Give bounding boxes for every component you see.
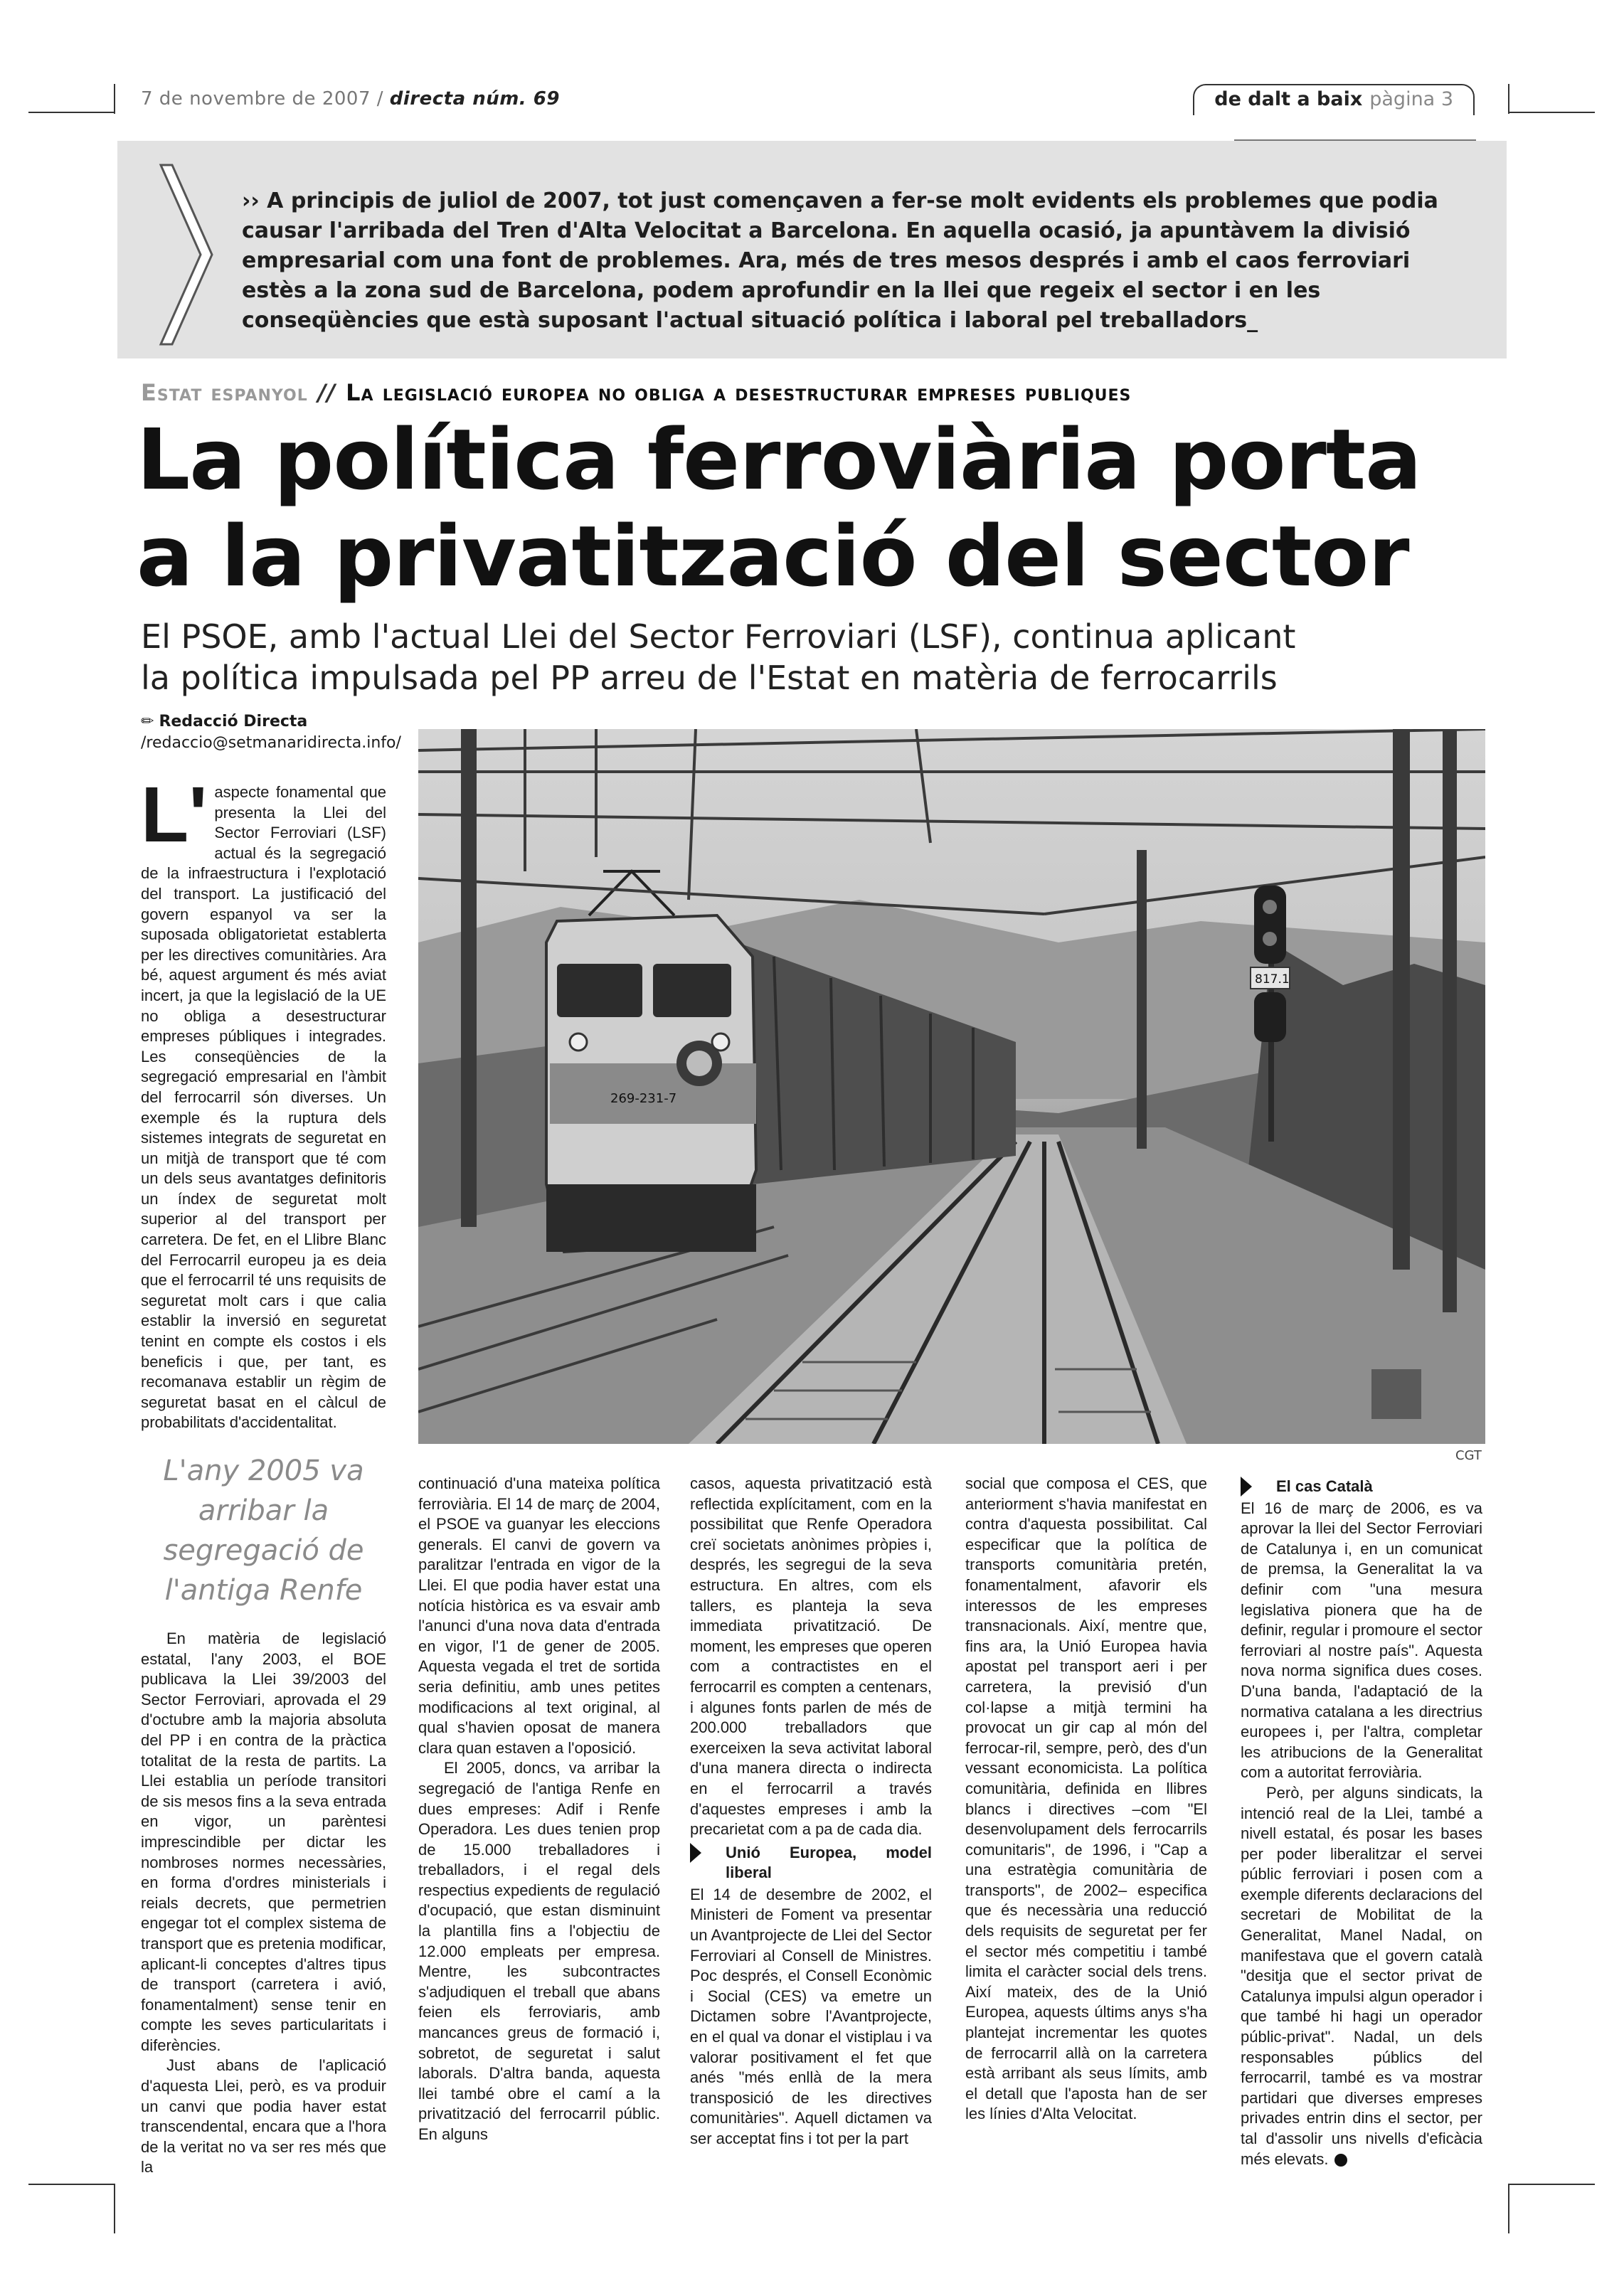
paragraph: casos, aquesta privatització està reflectida explícitament, com en la possibilitat que Renfe Operadora creï societats anònimes pròpies i, després, les segregui de la seva estructura. En altres, com els tallers, es planteja la seva immediata privatització. De moment, les empreses que operen com a contractistes en el ferrocarril es compten a centenars, i algunes fonts parlen de més de 200.000 treballadors que exerceixen la seva activitat laboral d'una manera directa o indirecta en el ferrocarril a través d'aquestes empreses i amb la precarietat com a pa de cada dia. <box>690 1474 932 1839</box>
subheadline-line-2: la política impulsada pel PP arreu de l'Estat en matèria de ferrocarrils <box>141 659 1278 697</box>
chevron-right-icon <box>156 162 213 347</box>
section-name: de dalt a baix <box>1214 88 1363 110</box>
paragraph: El 2005, doncs, va arribar la segregació de l'antiga Renfe en dues empreses: Adif i Renfe Operadora. Les dues tenien prop de 15.000 treballadores i treballadors, i el regal dels respectius expedients de regulació d'ocupació, que estan disminuint la plantilla fins a l'objectiu de 12.000 empleats per empresa. Mentre, les subcontractes s'adjudiquen el treball que abans feien els ferroviaris, amb mancances greus de formació i, sobretot, de seguretat i salut laborals. D'altra banda, aquesta llei també obre el camí a la privatització del ferrocarril públic. En alguns <box>418 1759 660 2143</box>
headline-line-2: a la privatització del sector <box>137 507 1409 605</box>
issue-date: 7 de novembre de 2007 / <box>141 88 384 110</box>
author-email: /redaccio@setmanaridirecta.info/ <box>141 734 401 752</box>
pull-quote: L'any 2005 va arribar la segregació de l'antiga Renfe <box>163 1455 364 1607</box>
lead-paragraph <box>141 771 386 1433</box>
paragraph: continuació d'una mateixa política ferroviària. El 14 de març de 2004, el PSOE va guanyar les eleccions generals. El canvi de govern va paralitzar l'entrada en vigor de la Llei. El que podia haver estat una notícia històrica es va esvair amb l'anunci d'una nova data d'entrada en vigor, l'1 de gener de 2005. Aquesta vegada el tret de sortida seria definitiu, amb unes petites modificacions al text original, al qual s'havien oposat de manera clara quan estaven a l'oposició. <box>418 1474 660 1757</box>
lead-text: aspecte fonamental que presenta la Llei del Sector Ferroviari (LSF) actual és la segregació de la infraestructura i l'explotació del transport. La justificació del govern espanyol va ser la suposada obligatorietat establerta per les directives comunitàries. Ara bé, aquest argument és més aviat incert, ja que la legislació de la UE no obliga a desestructurar empreses públiques i integrades. Les conseqüències de la segregació empresarial en l'àmbit del ferrocarril són diverses. Un exemple és la ruptura dels sistemes integrats de seguretat en un mitjà de transport que té com un dels seus avantatges definitoris un índex de seguretat molt superior al del transport per carretera. De fet, en el Llibre Blanc del Ferrocarril europeu ja es deia que el ferrocarril té uns requisits de seguretat molt cars i que calia establir la inversió en seguretat tenint en compte els costos i els beneficis i que, per tant, es recomanava establir un règim de seguretat basat en el càlcul de probabilitats d'accidentalitat. <box>141 783 386 1432</box>
locomotive-number: 269-231-7 <box>610 1091 677 1106</box>
crop-mark <box>114 84 115 114</box>
body-column-5 <box>1241 1474 1482 2169</box>
kicker-topic: La legislació europea no obliga a desestructurar empreses publiques <box>346 379 1132 406</box>
subhead-text: El cas Català <box>1276 1477 1373 1495</box>
section-subhead <box>690 1843 932 1883</box>
crop-mark <box>1508 2184 1509 2233</box>
paragraph: En matèria de legislació estatal, l'any 2003, el BOE publicava la Llei 39/2003 del Sector Ferroviari, aprovada el 29 d'octubre amb la majoria absoluta del PP i en contra de la pràctica totalitat de la resta de partits. La Llei establia un període transitori de sis mesos fins a la seva entrada en vigor, un parèntesi imprescindible per dictar les nombroses normes necessàries, en forma d'ordres ministerials i reials decrets, que permetrien engegar tot el complex sistema de transport que es pretenia modificar, aplicant-li conceptes d'altres tipus de transport (carretera i avió, fonamentalment) sense tenir en compte les seves particularitats i diferències. <box>141 1630 386 2054</box>
kicker <box>141 379 1131 406</box>
body-column-3 <box>690 1474 932 2149</box>
train-photo <box>418 729 1485 1444</box>
author-name: Redacció Directa <box>159 713 308 730</box>
page-header-left <box>141 88 560 110</box>
kicker-section: Estat espanyol <box>141 379 308 406</box>
signal-label: 817.1 <box>1255 972 1290 987</box>
paragraph: Just abans de l'aplicació d'aquesta Llei, però, es va produir un canvi que podia haver estat transcendental, encara que a l'hora de la veritat no va ser res més que la <box>141 2056 386 2177</box>
paragraph: El 16 de març de 2006, es va aprovar la llei del Sector Ferroviari de Catalunya i, en un comunicat de premsa, la Generalitat la va definir com "una mesura legislativa pionera que ha de definir, regular i promoure el sector ferroviari al nostre país". Aquesta nova norma significa dues coses. D'una banda, l'adaptació de la normativa catalana a les directrius europees i, per l'altra, completar les atribucions de la Generalitat com a autoritat ferroviària. <box>1241 1499 1482 1782</box>
subheadline-line-1: El PSOE, amb l'actual Llei del Sector Ferroviari (LSF), continua aplicant <box>141 617 1296 656</box>
drop-cap: L' <box>141 771 208 859</box>
crop-mark <box>1508 84 1509 114</box>
byline <box>141 711 401 754</box>
crop-mark <box>28 2184 114 2185</box>
crop-mark <box>114 2184 115 2233</box>
section-subhead <box>1241 1477 1482 1497</box>
page-number: pàgina 3 <box>1369 88 1453 110</box>
kicker-separator: // <box>317 379 336 406</box>
subheadline <box>141 616 1492 698</box>
paragraph <box>1241 1783 1482 2169</box>
headline-line-1: La política ferroviària porta <box>137 410 1421 509</box>
crop-mark <box>28 112 114 113</box>
intro-text: ›› A principis de juliol de 2007, tot just començaven a fer-se molt evidents els problemes que podia causar l'arribada del Tren d'Alta Velocitat a Barcelona. En aquella ocasió, ja apuntàvem la divisió empresarial com una font de problemes. Ara, més de tres mesos després i amb el caos ferroviari estès a la zona sud de Barcelona, podem aprofundir en la llei que regeix el sector i en les conseqüències que està suposant l'actual situació política i laboral pel treballadors_ <box>242 188 1438 333</box>
crop-mark <box>1509 112 1595 113</box>
publication-name: directa núm. 69 <box>389 88 560 110</box>
paragraph: social que composa el CES, que anteriorment s'havia manifestat en contra d'aquesta possibilitat. Cal especificar que la política de transports comunitària pretén, fonamentalment, afavorir els interessos de les empreses transnacionals. Així, mentre que, fins ara, la Unió Europea havia apostat pel transport aeri i per carretera, la previsió d'un col·lapse a mitjà termini ha provocat un gir cap al món del ferrocar-ril, sempre, però, des d'un vessant economicista. La política comunitària, definida en llibres blancs i directives –com "El desenvolupament dels ferrocarrils comunitaris", de 1996, i "Cap a una estratègia comunitària de transports", de 2002– especifica que és necessària una reducció dels requisits de seguretat per fer el sector més competitiu i també limita el caràcter social dels trens. Així mateix, des de la Unió Europea, aquests últims anys s'ha plantejat incrementar les quotes de ferrocarril allà on la carretera està arribant als seus límits, amb el detall que l'aposta han de ser les línies d'Alta Velocitat. <box>965 1474 1207 2123</box>
paragraph: El 14 de desembre de 2002, el Ministeri de Foment va presentar un Avantprojecte de Llei del Sector Ferroviari al Consell de Ministres. Poc després, el Consell Econòmic i Social (CES) va emetre un Dictamen sobre l'Avantprojecte, en el qual va donar el vistiplau i va valorar positivament el fet que anés "més enllà de la mera transposició de les directives comunitàries". Aquell dictamen va ser acceptat fins i tot per la part <box>690 1885 932 2147</box>
photo-credit: CGT <box>1455 1448 1482 1463</box>
triangle-bullet-icon <box>690 1843 701 1863</box>
body-column-4 <box>965 1474 1207 2125</box>
section-tab <box>1193 84 1475 115</box>
pencil-icon: ✏ <box>141 713 154 730</box>
triangle-bullet-icon <box>1241 1477 1252 1497</box>
end-mark-icon <box>1334 2154 1347 2167</box>
headline <box>137 411 1488 605</box>
body-column-1 <box>141 1629 386 2178</box>
paragraph-text: Però, per alguns sindicats, la intenció real de la Llei, també a nivell estatal, és posar les bases per poder liberalitzar el servei públic ferroviari i posen com a exemple diferents declaracions del secretari de Mobilitat de la Generalitat, Manel Nadal, on manifestava que el govern català "desitja que el sector privat de Catalunya impulsi algun operador i que també hi hagi un operador públic-privat". Nadal, un dels responsables públics del ferrocarril, també es va mostrar partidari que diverses empreses privades entrin dins el sector, per tal d'assolir uns nivells d'eficàcia més elevats. <box>1241 1783 1482 2168</box>
body-column-2 <box>418 1474 660 2145</box>
subhead-text: Unió Europea, model liberal <box>726 1843 932 1882</box>
crop-mark <box>1509 2184 1595 2185</box>
